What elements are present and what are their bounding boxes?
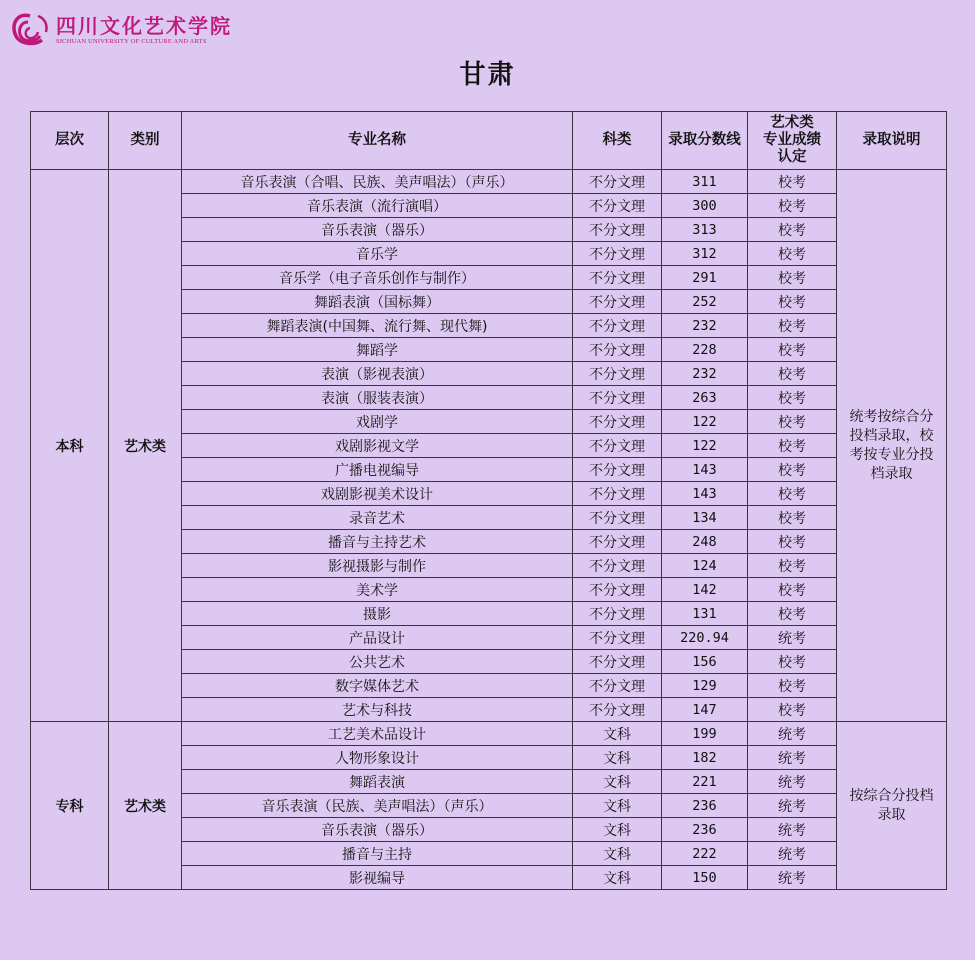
- score-cell: 156: [662, 650, 748, 674]
- subject-cell: 不分文理: [573, 266, 662, 290]
- score-cell: 143: [662, 482, 748, 506]
- major-cell: 舞蹈表演（国标舞）: [182, 290, 573, 314]
- score-cell: 252: [662, 290, 748, 314]
- score-cell: 228: [662, 338, 748, 362]
- major-cell: 美术学: [182, 578, 573, 602]
- subject-cell: 不分文理: [573, 506, 662, 530]
- subject-cell: 不分文理: [573, 530, 662, 554]
- score-cell: 232: [662, 362, 748, 386]
- major-cell: 音乐表演（民族、美声唱法）（声乐）: [182, 794, 573, 818]
- major-cell: 舞蹈表演(中国舞、流行舞、现代舞): [182, 314, 573, 338]
- major-cell: 戏剧影视文学: [182, 434, 573, 458]
- art-assessment-cell: 校考: [748, 362, 837, 386]
- score-cell: 313: [662, 218, 748, 242]
- art-assessment-cell: 统考: [748, 866, 837, 890]
- note-cell: 统考按综合分投档录取，校考按专业分投档录取: [837, 170, 947, 722]
- score-cell: 182: [662, 746, 748, 770]
- major-cell: 工艺美术品设计: [182, 722, 573, 746]
- art-assessment-cell: 统考: [748, 842, 837, 866]
- header-art-line2: 专业成绩: [763, 132, 821, 148]
- header-major: 专业名称: [182, 112, 573, 170]
- subject-cell: 不分文理: [573, 578, 662, 602]
- score-cell: 142: [662, 578, 748, 602]
- admission-table: [30, 111, 947, 890]
- major-cell: 广播电视编导: [182, 458, 573, 482]
- major-cell: 舞蹈学: [182, 338, 573, 362]
- art-assessment-cell: 校考: [748, 434, 837, 458]
- score-cell: 122: [662, 410, 748, 434]
- score-cell: 311: [662, 170, 748, 194]
- art-assessment-cell: 校考: [748, 410, 837, 434]
- art-assessment-cell: 校考: [748, 530, 837, 554]
- score-cell: 232: [662, 314, 748, 338]
- art-assessment-cell: 校考: [748, 674, 837, 698]
- subject-cell: 不分文理: [573, 170, 662, 194]
- category-cell: 艺术类: [109, 722, 182, 890]
- subject-cell: 不分文理: [573, 338, 662, 362]
- header-level: 层次: [31, 112, 109, 170]
- header-category: 类别: [109, 112, 182, 170]
- note-cell: 按综合分投档录取: [837, 722, 947, 890]
- major-cell: 录音艺术: [182, 506, 573, 530]
- subject-cell: 文科: [573, 746, 662, 770]
- score-cell: 291: [662, 266, 748, 290]
- major-cell: 数字媒体艺术: [182, 674, 573, 698]
- table-header-row: [31, 112, 947, 170]
- header-art-line1: 艺术类: [770, 115, 814, 131]
- score-cell: 300: [662, 194, 748, 218]
- header-score: 录取分数线: [662, 112, 748, 170]
- major-cell: 摄影: [182, 602, 573, 626]
- level-cell: 本科: [31, 170, 109, 722]
- major-cell: 影视摄影与制作: [182, 554, 573, 578]
- subject-cell: 文科: [573, 818, 662, 842]
- subject-cell: 不分文理: [573, 674, 662, 698]
- art-assessment-cell: 统考: [748, 818, 837, 842]
- art-assessment-cell: 校考: [748, 650, 837, 674]
- score-cell: 236: [662, 818, 748, 842]
- major-cell: 音乐学（电子音乐创作与制作）: [182, 266, 573, 290]
- swan-emblem-icon: [8, 10, 52, 50]
- score-cell: 248: [662, 530, 748, 554]
- art-assessment-cell: 校考: [748, 170, 837, 194]
- art-assessment-cell: 校考: [748, 506, 837, 530]
- art-assessment-cell: 校考: [748, 482, 837, 506]
- art-assessment-cell: 校考: [748, 266, 837, 290]
- score-cell: 143: [662, 458, 748, 482]
- score-cell: 122: [662, 434, 748, 458]
- subject-cell: 不分文理: [573, 650, 662, 674]
- page-title: 甘肃: [459, 60, 516, 90]
- major-cell: 音乐表演（器乐）: [182, 818, 573, 842]
- score-cell: 134: [662, 506, 748, 530]
- art-assessment-cell: 统考: [748, 770, 837, 794]
- subject-cell: 不分文理: [573, 554, 662, 578]
- art-assessment-cell: 校考: [748, 602, 837, 626]
- subject-cell: 不分文理: [573, 482, 662, 506]
- score-cell: 129: [662, 674, 748, 698]
- score-cell: 312: [662, 242, 748, 266]
- art-assessment-cell: 校考: [748, 554, 837, 578]
- score-cell: 131: [662, 602, 748, 626]
- score-cell: 236: [662, 794, 748, 818]
- major-cell: 音乐表演（器乐）: [182, 218, 573, 242]
- subject-cell: 文科: [573, 794, 662, 818]
- major-cell: 播音与主持: [182, 842, 573, 866]
- score-cell: 147: [662, 698, 748, 722]
- art-assessment-cell: 校考: [748, 218, 837, 242]
- header-subject: 科类: [573, 112, 662, 170]
- table-row: [31, 170, 947, 194]
- university-logo: [8, 10, 232, 50]
- art-assessment-cell: 统考: [748, 746, 837, 770]
- subject-cell: 文科: [573, 770, 662, 794]
- major-cell: 音乐表演（合唱、民族、美声唱法）（声乐）: [182, 170, 573, 194]
- subject-cell: 文科: [573, 866, 662, 890]
- header-art-line3: 认定: [777, 149, 807, 165]
- major-cell: 舞蹈表演: [182, 770, 573, 794]
- major-cell: 播音与主持艺术: [182, 530, 573, 554]
- subject-cell: 不分文理: [573, 290, 662, 314]
- major-cell: 戏剧影视美术设计: [182, 482, 573, 506]
- subject-cell: 不分文理: [573, 218, 662, 242]
- major-cell: 公共艺术: [182, 650, 573, 674]
- category-cell: 艺术类: [109, 170, 182, 722]
- subject-cell: 不分文理: [573, 410, 662, 434]
- art-assessment-cell: 校考: [748, 578, 837, 602]
- art-assessment-cell: 统考: [748, 794, 837, 818]
- table-body: [31, 170, 947, 890]
- header-art-assessment: [748, 112, 837, 170]
- subject-cell: 不分文理: [573, 458, 662, 482]
- table-row: [31, 722, 947, 746]
- art-assessment-cell: 校考: [748, 458, 837, 482]
- subject-cell: 不分文理: [573, 194, 662, 218]
- subject-cell: 不分文理: [573, 362, 662, 386]
- score-cell: 199: [662, 722, 748, 746]
- subject-cell: 不分文理: [573, 698, 662, 722]
- art-assessment-cell: 校考: [748, 290, 837, 314]
- header-note: 录取说明: [837, 112, 947, 170]
- subject-cell: 不分文理: [573, 314, 662, 338]
- score-cell: 222: [662, 842, 748, 866]
- art-assessment-cell: 统考: [748, 722, 837, 746]
- art-assessment-cell: 校考: [748, 314, 837, 338]
- score-cell: 263: [662, 386, 748, 410]
- major-cell: 音乐学: [182, 242, 573, 266]
- art-assessment-cell: 统考: [748, 626, 837, 650]
- art-assessment-cell: 校考: [748, 386, 837, 410]
- major-cell: 戏剧学: [182, 410, 573, 434]
- logo-english-name: SICHUAN UNIVERSITY OF CULTURE AND ARTS: [56, 38, 207, 45]
- subject-cell: 不分文理: [573, 242, 662, 266]
- art-assessment-cell: 校考: [748, 698, 837, 722]
- subject-cell: 文科: [573, 842, 662, 866]
- subject-cell: 不分文理: [573, 626, 662, 650]
- level-cell: 专科: [31, 722, 109, 890]
- major-cell: 产品设计: [182, 626, 573, 650]
- score-cell: 221: [662, 770, 748, 794]
- subject-cell: 不分文理: [573, 386, 662, 410]
- logo-chinese-name: 四川文化艺术学院: [56, 14, 232, 38]
- major-cell: 艺术与科技: [182, 698, 573, 722]
- subject-cell: 不分文理: [573, 434, 662, 458]
- major-cell: 音乐表演（流行演唱）: [182, 194, 573, 218]
- major-cell: 表演（影视表演）: [182, 362, 573, 386]
- major-cell: 表演（服装表演）: [182, 386, 573, 410]
- art-assessment-cell: 校考: [748, 242, 837, 266]
- art-assessment-cell: 校考: [748, 338, 837, 362]
- subject-cell: 文科: [573, 722, 662, 746]
- score-cell: 150: [662, 866, 748, 890]
- score-cell: 124: [662, 554, 748, 578]
- art-assessment-cell: 校考: [748, 194, 837, 218]
- subject-cell: 不分文理: [573, 602, 662, 626]
- major-cell: 影视编导: [182, 866, 573, 890]
- major-cell: 人物形象设计: [182, 746, 573, 770]
- score-cell: 220.94: [662, 626, 748, 650]
